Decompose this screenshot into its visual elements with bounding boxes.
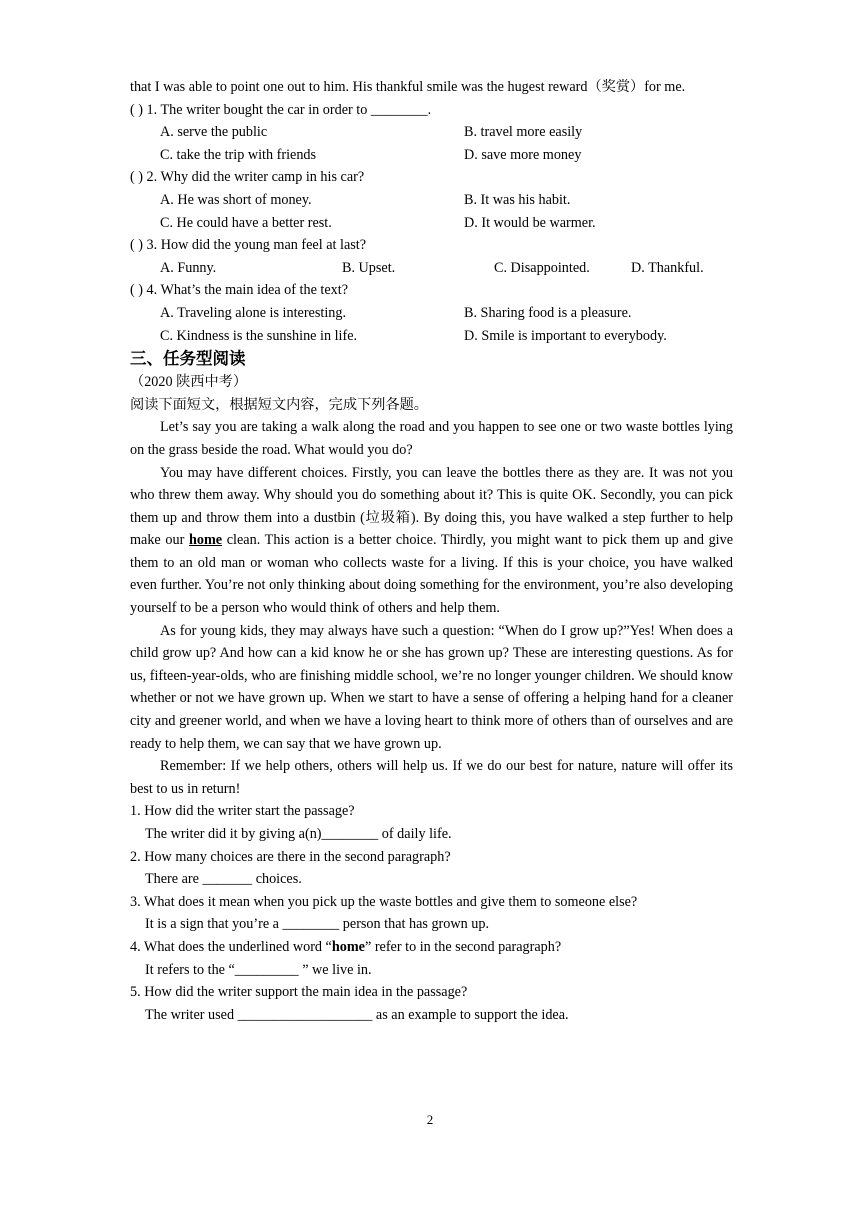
option-d: D. Thankful. [631, 259, 704, 276]
option-c: C. He could have a better rest. [160, 214, 332, 231]
task-answer-1: The writer did it by giving a(n)________ of daily life. [145, 826, 452, 842]
task-answer-4: It refers to the “_________ ” we live in. [145, 961, 372, 978]
option-c: C. Disappointed. [494, 259, 590, 276]
passage-paragraph-2: You may have different choices. Firstly, you can leave the bottles there as they are. It was not you who threw them away. Why should you do something about it? This is quite OK. Secondly, you can pick them up and throw them into a dustbin (垃圾箱). By doing this, you have walked a step further to help make our home clean. This action is a better choice. Thirdly, you might want to pick them up and give them to an old man or woman who collects waste for a living. If this is your choice, you have walked even further. You’re not only thinking about doing something for the environment, you’re also developing yourself to be a person who would think of others and help them. [130, 464, 734, 617]
page-number: 2 [426, 1112, 434, 1127]
passage-paragraph-1: Let’s say you are taking a walk along the road and you happen to see one or two waste bottles lying on the grass beside the road. What would you do? [130, 419, 733, 458]
task-answer-5: The writer used ___________________ as an example to support the idea. [145, 1006, 569, 1023]
option-b: B. travel more easily [464, 124, 583, 141]
task-question-5: 5. How did the writer support the main idea in the passage? [130, 984, 468, 1001]
option-a: A. Funny. [160, 259, 217, 276]
option-c: C. Kindness is the sunshine in life. [160, 327, 358, 344]
section-instruction: 阅读下面短文，根据短文内容，完成下列各题。 [130, 396, 428, 413]
option-b: B. Sharing food is a pleasure. [464, 304, 632, 321]
underlined-word: home [188, 532, 223, 549]
task-question-3: 3. What does it mean when you pick up the waste bottles and give them to someone else? [130, 893, 638, 910]
section-heading: 三、任务型阅读 [130, 349, 246, 369]
intro-line: that I was able to point one out to him. His thankful smile was the hugest reward（奖赏）for me. [130, 79, 686, 95]
task-answer-3: It is a sign that you’re a ________ person that has grown up. [145, 916, 489, 933]
mcq-stem-2: ( ) 2. Why did the writer camp in his car? [130, 169, 365, 186]
section-source: （2020 陕西中考） [130, 374, 248, 391]
option-d: D. It would be warmer. [464, 214, 596, 231]
option-d: D. save more money [464, 146, 582, 163]
option-d: D. Smile is important to everybody. [464, 327, 667, 344]
mcq-options-2 [130, 189, 733, 212]
passage-paragraph-4: Remember: If we help others, others will help us. If we do our best for nature, nature will offer its best to us in return! [130, 758, 733, 797]
mcq-options-1 [130, 121, 733, 144]
mcq-stem-3: ( ) 3. How did the young man feel at last? [130, 237, 366, 254]
document-page [130, 76, 733, 1026]
task-answer-2: There are _______ choices. [145, 871, 302, 888]
task-question-1: 1. How did the writer start the passage? [130, 803, 355, 820]
task-question-4: 4. What does the underlined word “home” refer to in the second paragraph? [130, 938, 562, 955]
mcq-options-3 [130, 257, 733, 280]
option-a: A. He was short of money. [160, 191, 312, 208]
option-b: B. It was his habit. [464, 191, 571, 208]
bold-word: home [331, 938, 365, 955]
mcq-options-4 [130, 302, 733, 325]
mcq-stem-1: ( ) 1. The writer bought the car in order to ________. [130, 101, 432, 118]
mcq-stem-4: ( ) 4. What’s the main idea of the text? [130, 282, 348, 299]
option-b: B. Upset. [342, 259, 396, 276]
passage-paragraph-3: As for young kids, they may always have such a question: “When do I grow up?”Yes! When does a child grow up? And how can a kid know he or she has grown up? These are interesting questions. As for us, fifteen-year-olds, who are finishing middle school, we’re no longer younger children. We should know whether or not we have grown up. When we start to have a sense of offering a helping hand for a cleaner city and greener world, and when we have a loving heart to think more of others than of ourselves and are ready to help them, we can say that we have grown up. [130, 622, 733, 752]
task-question-2: 2. How many choices are there in the second paragraph? [130, 848, 451, 865]
option-a: A. Traveling alone is interesting. [160, 304, 346, 321]
option-a: A. serve the public [160, 124, 268, 141]
option-c: C. take the trip with friends [160, 146, 317, 163]
